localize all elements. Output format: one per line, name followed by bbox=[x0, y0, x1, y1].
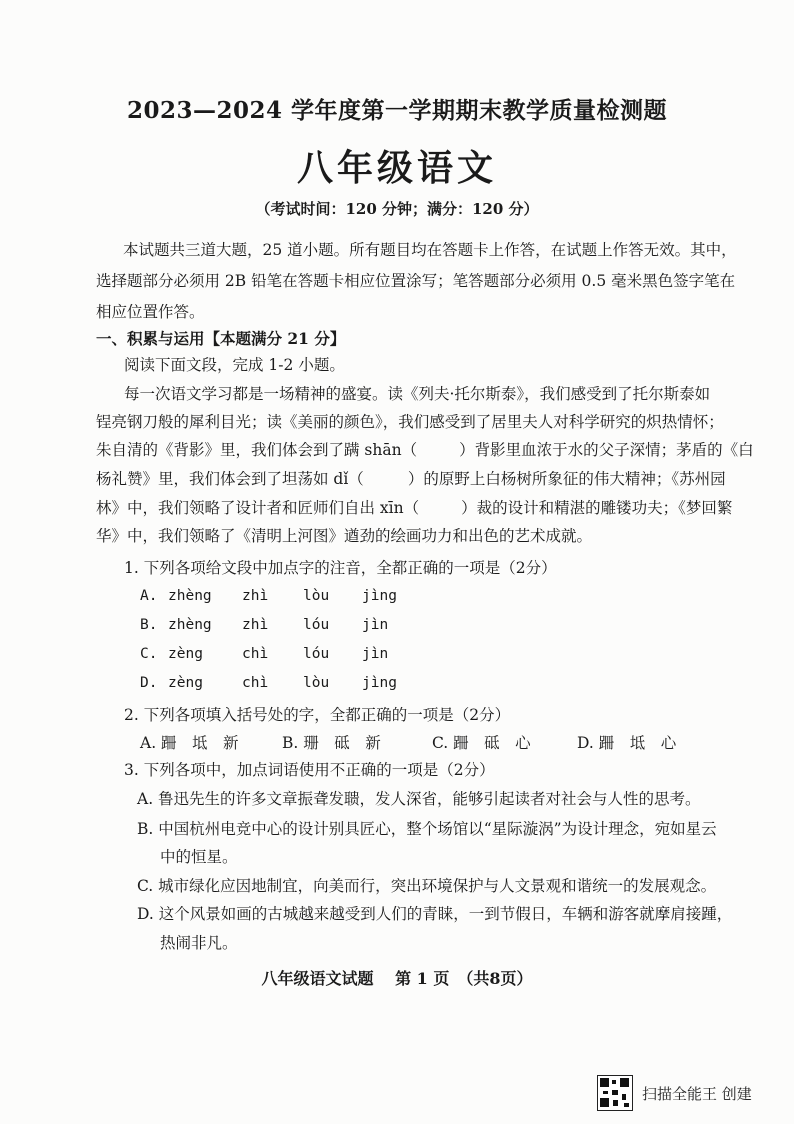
q2-option-a: A. 跚 坻 新 bbox=[140, 734, 239, 752]
exam-info: （考试时间：120 分钟；满分：120 分） bbox=[255, 200, 539, 218]
pinyin: jìn bbox=[362, 646, 389, 662]
page-footer: 八年级语文试题 第 1 页 （共8页） bbox=[261, 969, 533, 988]
passage-text: 朱自清的《背影》里，我们体会到了蹒 shān（ bbox=[96, 441, 418, 459]
q3-option-b-cont: 中的恒星。 bbox=[160, 848, 238, 866]
pinyin: zhì bbox=[242, 588, 269, 604]
q3-stem: 3. 下列各项中，加点词语使用不正确的一项是（2分） bbox=[124, 761, 495, 779]
exam-title: 2023—2024 学年度第一学期期末教学质量检测题 bbox=[126, 97, 668, 124]
pinyin: zhèng bbox=[168, 617, 212, 633]
subject-title: 八年级语文 bbox=[296, 147, 497, 189]
pinyin: zhèng bbox=[168, 588, 212, 604]
instructions-line-2: 选择题部分必须用 2B 铅笔在答题卡相应位置涂写；笔答题部分必须用 0.5 毫米黑色签字笔在 bbox=[96, 272, 736, 290]
option-letter: D. bbox=[140, 675, 158, 691]
q2-stem: 2. 下列各项填入括号处的字，全都正确的一项是（2分） bbox=[124, 706, 511, 724]
q3-option-b: B. 中国杭州电竞中心的设计别具匠心，整个场馆以“星际漩涡”为设计理念，宛如星云 bbox=[137, 820, 717, 838]
passage-text: 林》中，我们领略了设计者和匠师们自出 xīn（ bbox=[96, 499, 420, 517]
section-heading: 一、积累与运用【本题满分 21 分】 bbox=[96, 329, 346, 348]
q3-option-d-cont: 热闹非凡。 bbox=[160, 934, 238, 952]
pinyin: jìng bbox=[362, 675, 397, 691]
pinyin: lóu bbox=[303, 646, 330, 662]
passage-line-5 bbox=[96, 496, 732, 518]
pinyin: zèng bbox=[168, 675, 203, 691]
q3-option-d: D. 这个风景如画的古城越来越受到人们的青睐，一到节假日，车辆和游客就摩肩接踵， bbox=[137, 905, 733, 923]
pinyin: lòu bbox=[303, 588, 330, 604]
q3-option-c: C. 城市绿化应因地制宜，向美而行，突出环境保护与人文景观和谐统一的发展观念。 bbox=[137, 877, 717, 895]
passage-text: 杨礼赞》里，我们体会到了坦荡如 dǐ（ bbox=[96, 470, 364, 488]
q3-option-a: A. 鲁迅先生的许多文章振聋发聩，发人深省，能够引起读者对社会与人性的思考。 bbox=[137, 790, 701, 808]
passage-line-1: 每一次语文学习都是一场精神的盛宴。读《列夫·托尔斯泰》，我们感受到了托尔斯泰如 bbox=[124, 385, 711, 403]
passage-line-3 bbox=[96, 438, 754, 460]
passage-text: ）裁的设计和精湛的雕镂功夫；《梦回繁 bbox=[461, 499, 733, 517]
instructions-line-1: 本试题共三道大题，25 道小题。所有题目均在答题卡上作答，在试题上作答无效。其中， bbox=[123, 241, 737, 259]
passage-text: ）的原野上白杨树所象征的伟大精神；《苏州园 bbox=[407, 470, 726, 488]
passage-text: ）背影里血浓于水的父子深情；茅盾的《白 bbox=[459, 441, 754, 459]
pinyin: chì bbox=[242, 646, 269, 662]
q1-stem: 1. 下列各项给文段中加点字的注音，全都正确的一项是（2分） bbox=[124, 559, 557, 577]
passage-line-4 bbox=[96, 467, 726, 489]
pinyin: chì bbox=[242, 675, 269, 691]
reading-intro: 阅读下面文段，完成 1-2 小题。 bbox=[124, 356, 345, 374]
instructions-line-3: 相应位置作答。 bbox=[96, 303, 205, 321]
qr-code-icon bbox=[597, 1075, 633, 1111]
pinyin: jìn bbox=[362, 617, 389, 633]
option-letter: C. bbox=[140, 646, 158, 662]
pinyin: lòu bbox=[303, 675, 330, 691]
pinyin: jìng bbox=[362, 588, 397, 604]
passage-line-6: 华》中，我们领略了《清明上河图》遒劲的绘画功力和出色的艺术成就。 bbox=[96, 527, 593, 545]
passage-line-2: 锃亮钢刀般的犀利目光；读《美丽的颜色》，我们感受到了居里夫人对科学研究的炽热情怀； bbox=[96, 413, 724, 431]
option-letter: A. bbox=[140, 588, 158, 604]
q2-option-b: B. 珊 砥 新 bbox=[282, 734, 381, 752]
option-letter: B. bbox=[140, 617, 158, 633]
scanner-watermark: 扫描全能王 创建 bbox=[642, 1085, 752, 1103]
q2-option-d: D. 跚 坻 心 bbox=[577, 734, 677, 752]
pinyin: lóu bbox=[303, 617, 330, 633]
q2-option-c: C. 跚 砥 心 bbox=[432, 734, 531, 752]
pinyin: zhì bbox=[242, 617, 269, 633]
pinyin: zèng bbox=[168, 646, 203, 662]
